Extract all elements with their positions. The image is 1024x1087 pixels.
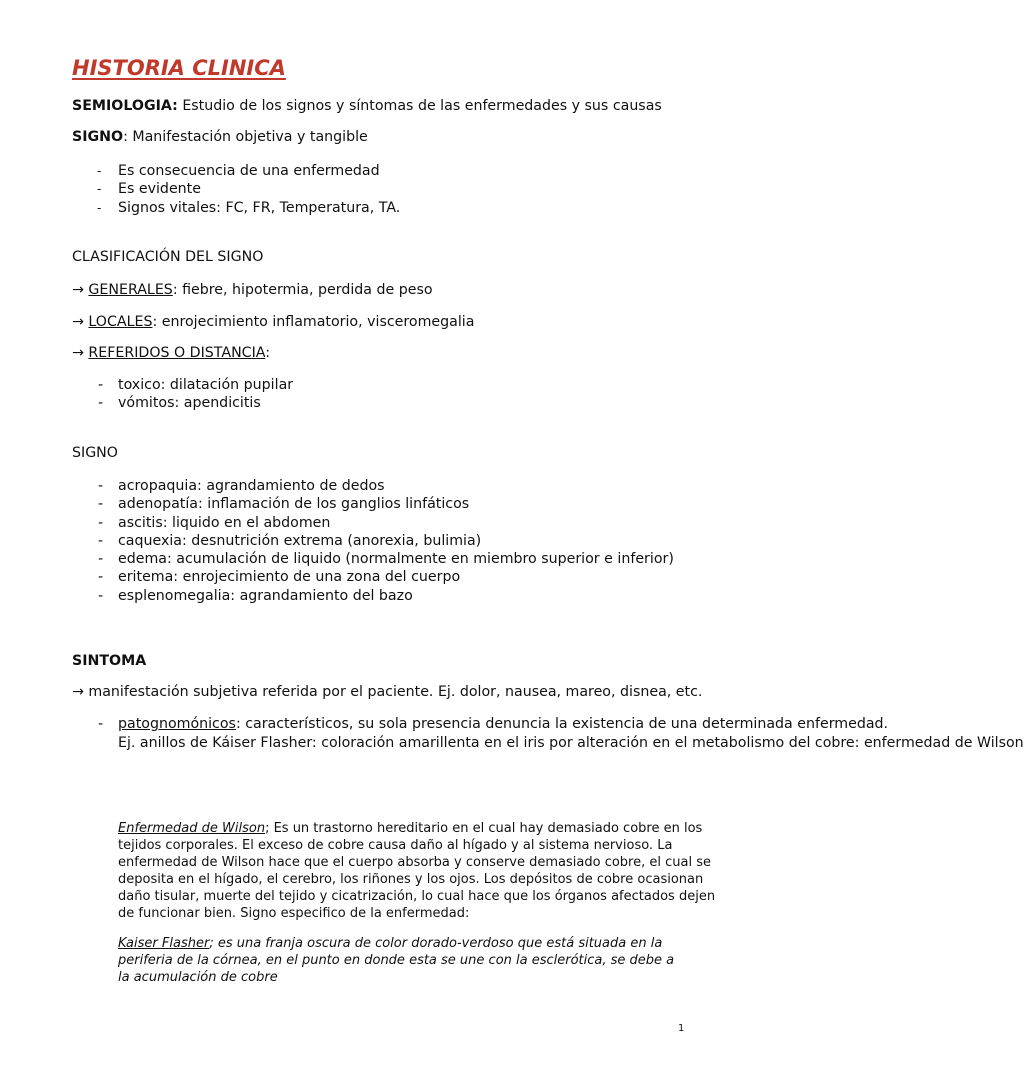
wilson-label: Enfermedad de Wilson (118, 821, 266, 836)
sintoma-definition: → manifestación subjetiva referida por el paciente. Ej. dolor, nausea, mareo, disnea, etc. (72, 684, 703, 700)
page-number: 1 (678, 1023, 685, 1034)
arrow-icon: → (72, 345, 89, 361)
list-item: - caquexia: desnutrición extrema (anorexia, bulimia) (72, 532, 712, 550)
generales-text: : fiebre, hipotermia, perdida de peso (172, 282, 433, 298)
list-item: - adenopatía: inflamación de los ganglios linfáticos (72, 495, 712, 513)
list-item (72, 715, 1024, 753)
signo-term: SIGNO (72, 129, 124, 145)
referidos-label: REFERIDOS O DISTANCIA (88, 345, 266, 361)
signo-examples-list (72, 477, 712, 605)
semiologia-term: SEMIOLOGIA: (72, 98, 178, 114)
list-item: - esplenomegalia: agrandamiento del bazo (72, 587, 712, 605)
locales-text: : enrojecimiento inflamatorio, visceromegalia (152, 314, 475, 330)
patognomonicos-text: : característicos, su sola presencia denuncia la existencia de una determinada enfermedad. (235, 716, 889, 732)
wilson-paragraph (118, 821, 718, 922)
list-item: - eritema: enrojecimiento de una zona del cuerpo (72, 568, 712, 586)
referidos-text: : (265, 345, 271, 361)
generales-line (72, 281, 433, 299)
clasificacion-heading: CLASIFICACIÓN DEL SIGNO (72, 249, 264, 265)
locales-label: LOCALES (88, 314, 153, 330)
list-item: - Es evidente (72, 180, 712, 198)
referidos-line (72, 344, 270, 362)
kaiser-text: ; es una franja oscura de color dorado-verdoso que está situada en la periferia de la córnea, en el punto en donde esta se une con la esclerótica, se debe a la acumulación de cobre (118, 936, 675, 985)
locales-line (72, 313, 474, 331)
list-item: - Signos vitales: FC, FR, Temperatura, TA. (72, 199, 712, 217)
list-item: - Es consecuencia de una enfermedad (72, 162, 712, 180)
patognomonicos-example: Ej. anillos de Káiser Flasher: coloración amarillenta en el iris por alteración en el metabolismo del cobre: enfermedad de Wilson (118, 735, 1024, 751)
generales-label: GENERALES (88, 282, 173, 298)
list-item: - vómitos: apendicitis (72, 394, 712, 412)
list-item: - acropaquia: agrandamiento de dedos (72, 477, 712, 495)
kaiser-paragraph (118, 936, 678, 987)
wilson-text: ; Es un trastorno hereditario en el cual hay demasiado cobre en los tejidos corporales. El exceso de cobre causa daño al hígado y al sistema nervioso. La enfermedad de Wilson hace que el cuerpo absorba y conserve demasiado cobre, el cual se deposita en el hígado, el cerebro, los riñones y los ojos. Los depósitos de cobre ocasionan daño tisular, muerte del tejido y cicatrización, lo cual hace que los órganos afectados dejen de funcionar bien. Signo especifico de la enfermedad: (118, 821, 716, 921)
arrow-icon: → (72, 282, 89, 298)
arrow-icon: → (72, 314, 89, 330)
document-title: HISTORIA CLINICA (72, 56, 286, 80)
list-item: - ascitis: liquido en el abdomen (72, 514, 712, 532)
semiologia-definition: Estudio de los signos y síntomas de las enfermedades y sus causas (177, 98, 662, 114)
kaiser-label: Kaiser Flasher (118, 936, 210, 951)
signo-definition-line (72, 128, 368, 146)
referidos-list (72, 376, 712, 413)
patognomonicos-label: patognomónicos (118, 716, 236, 732)
signo-heading: SIGNO (72, 445, 118, 461)
list-item: - toxico: dilatación pupilar (72, 376, 712, 394)
sintoma-heading: SINTOMA (72, 653, 147, 669)
signo-definition: : Manifestación objetiva y tangible (123, 129, 368, 145)
semiologia-line (72, 97, 662, 115)
list-item: - edema: acumulación de liquido (normalmente en miembro superior e inferior) (72, 550, 712, 568)
sintoma-list (72, 715, 1024, 753)
signo-traits-list (72, 162, 712, 217)
